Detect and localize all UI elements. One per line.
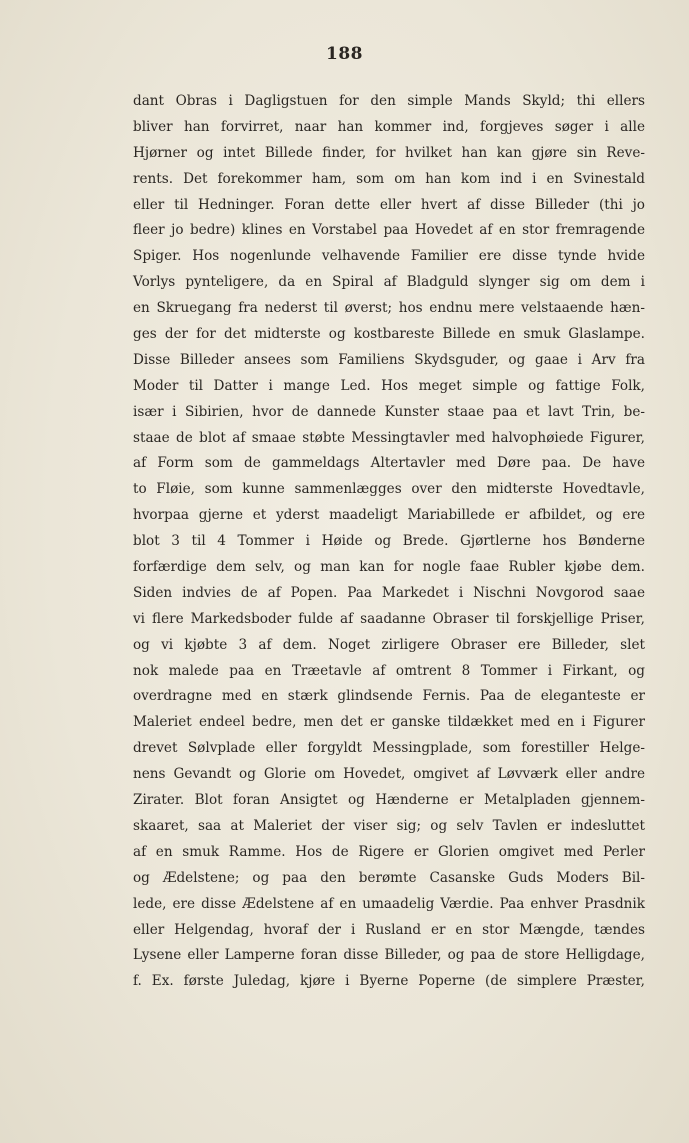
page-number: 188 [326, 44, 363, 64]
text-line: eller til Hedninger. Foran dette eller hvert af disse Billeder (thi jo [133, 196, 645, 213]
text-line: Spiger. Hos nogenlunde velhavende Familier ere disse tynde hvide [133, 248, 645, 265]
text-line: f. Ex. første Juledag, kjøre i Byerne Poperne (de simplere Præster, [133, 973, 645, 990]
text-line: Disse Billeder ansees som Familiens Skydsguder, og gaae i Arv fra [133, 351, 645, 368]
text-line: drevet Sølvplade eller forgyldt Messingplade, som forestiller Helge- [133, 740, 645, 757]
text-line: to Fløie, som kunne sammenlægges over den midterste Hovedtavle, [133, 481, 645, 498]
text-line: hvorpaa gjerne et yderst maadeligt Mariabillede er afbildet, og ere [133, 507, 645, 524]
text-line: af en smuk Ramme. Hos de Rigere er Glorien omgivet med Perler [133, 843, 645, 860]
text-line: Lysene eller Lamperne foran disse Billeder, og paa de store Helligdage, [133, 947, 645, 964]
text-line: Moder til Datter i mange Led. Hos meget simple og fattige Folk, [133, 377, 645, 394]
text-line: af Form som de gammeldags Altertavler med Døre paa. De have [133, 455, 645, 472]
text-line: og Ædelstene; og paa den berømte Casanske Guds Moders Bil- [133, 869, 645, 886]
text-line: vi flere Markedsboder fulde af saadanne Obraser til forskjellige Priser, [133, 610, 645, 627]
text-line: forfærdige dem selv, og man kan for nogle faae Rubler kjøbe dem. [133, 559, 645, 576]
text-line: skaaret, saa at Maleriet der viser sig; og selv Tavlen er indesluttet [133, 817, 645, 834]
text-line: eller Helgendag, hvoraf der i Rusland er en stor Mængde, tændes [133, 921, 645, 938]
text-line: og vi kjøbte 3 af dem. Noget zirligere Obraser ere Billeder, slet [133, 636, 645, 653]
text-line: rents. Det forekommer ham, som om han kom ind i en Svinestald [133, 170, 645, 187]
text-line: dant Obras i Dagligstuen for den simple Mands Skyld; thi ellers [133, 93, 645, 109]
text-line: lede, ere disse Ædelstene af en umaadelig Værdie. Paa enhver Prasdnik [133, 895, 645, 912]
text-line: Vorlys pynteligere, da en Spiral af Bladguld slynger sig om dem i [133, 274, 645, 291]
text-line: fleer jo bedre) klines en Vorstabel paa Hovedet af en stor fremragende [133, 222, 645, 239]
text-line: blot 3 til 4 Tommer i Høide og Brede. Gjørtlerne hos Bønderne [133, 533, 645, 550]
text-line: især i Sibirien, hvor de dannede Kunster staae paa et lavt Trin, be- [133, 403, 645, 420]
text-line: nens Gevandt og Glorie om Hovedet, omgivet af Løvværk eller andre [133, 766, 645, 783]
text-line: en Skruegang fra nederst til øverst; hos endnu mere velstaaende hæn- [133, 300, 645, 317]
text-line: ges der for det midterste og kostbareste Billede en smuk Glaslampe. [133, 326, 645, 343]
body-text [133, 89, 645, 995]
text-line: Hjørner og intet Billede finder, for hvilket han kan gjøre sin Reve- [133, 144, 645, 161]
text-line: overdragne med en stærk glindsende Fernis. Paa de eleganteste er [133, 688, 645, 705]
text-line: Siden indvies de af Popen. Paa Markedet i Nischni Novgorod saae [133, 584, 645, 601]
text-line: nok malede paa en Træetavle af omtrent 8 Tommer i Firkant, og [133, 662, 645, 679]
text-line: staae de blot af smaae støbte Messingtavler med halvophøiede Figurer, [133, 429, 645, 446]
text-line: Maleriet endeel bedre, men det er ganske tildækket med en i Figurer [133, 714, 645, 731]
text-line: bliver han forvirret, naar han kommer ind, forgjeves søger i alle [133, 118, 645, 135]
text-line: Zirater. Blot foran Ansigtet og Hænderne er Metalpladen gjennem- [133, 792, 645, 809]
